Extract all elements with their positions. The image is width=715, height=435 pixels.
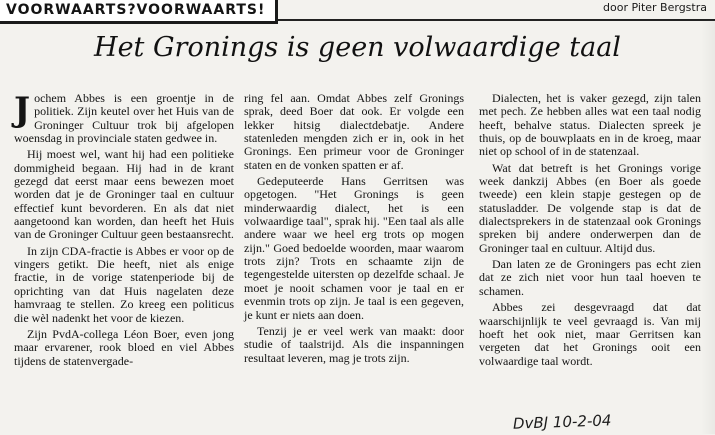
paragraph: Zijn PvdA-collega Léon Boer, even jong maar ervarener, rook bloed en viel Abbes tijdens de statenvergade-	[14, 326, 234, 368]
drop-cap: J	[14, 90, 31, 130]
article-column-3	[479, 92, 701, 371]
paragraph: Tenzij je er veel werk van maakt: door studie of taalstrijd. Als die inspanningen resultaat leveren, mag je trots zijn.	[244, 323, 464, 365]
paragraph: Dan laten ze de Groningers pas echt zien dat ze zich niet voor hun taal hoeven te schamen.	[479, 257, 701, 298]
article-column-2	[244, 92, 464, 368]
paragraph: In zijn CDA-fractie is Abbes er voor op de vingers getikt. Die heeft, niet als enige fractie, in de vorige statenperiode bij de oprichting van dat Huis nagelaten deze hamvraag te stellen. Zo kreeg een politicus die wèl nadenkt het voor de kiezen.	[14, 243, 234, 325]
paragraph	[14, 92, 234, 145]
paragraph: Hij moest wel, want hij had een politieke dommigheid begaan. Hij had in de krant gezegd dat eerst maar eens bewezen moet worden dat je de Groninger taal en cultuur effectief kunt bevorderen. En als dat niet aangetoond kan worden, dan heeft het Huis van de Groninger Cultuur geen bestaansrecht.	[14, 147, 234, 242]
paragraph: Gedeputeerde Hans Gerritsen was opgetogen. "Het Gronings is geen minderwaardig dialect, het is een volwaardige taal", sprak hij. "Een taal als alle andere waar we heel erg trots op mogen zijn." Goed bedoelde woorden, maar waarom trots zijn? Trots en schaamte zijn de tegengestelde uitersten op dezelfde schaal. Je moet je nooit schamen voor je taal en er evenmin trots op zijn. Je taal is een gegeven, je kunt er niets aan doen.	[244, 174, 464, 322]
byline: door Piter Bergstra	[603, 1, 707, 14]
article-column-1	[14, 92, 234, 371]
paragraph: Dialecten, het is vaker gezegd, zijn talen met pech. Ze hebben alles wat een taal nodig heeft, behalve status. Dialecten spreek je thuis, op de bouwplaats en in de kroeg, maar niet op school of in de statenzaal.	[479, 91, 701, 159]
handwritten-date-note: DvBJ 10-2-04	[512, 411, 612, 433]
paragraph: Wat dat betreft is het Gronings vorige week dankzij Abbes (en Boer als goede tweede) een klein stapje gestegen op de statusladder. De volgende stap is dat de dialectsprekers in de statenzaal ook Gronings spreken bij andere onderwerpen dan de Groninger taal en cultuur. Altijd dus.	[479, 160, 701, 255]
page-edge-shadow	[701, 20, 715, 434]
section-header	[0, 0, 715, 22]
column-kicker: VOORWAARTS?VOORWAARTS!	[0, 0, 278, 24]
headline: Het Gronings is geen volwaardige taal	[94, 32, 621, 63]
paragraph-text: ochem Abbes is een groentje in de politiek. Zijn keutel over het Huis van de Groninger Cultuur trok bij afgelopen woensdag in provinciale staten gedwee in.	[14, 91, 234, 146]
paragraph: Abbes zei desgevraagd dat dat waarschijnlijk te veel gevraagd is. Van mij hoeft het ook niet, maar Gerritsen kan vergeten dat het Gronings ooit een volwaardige taal wordt.	[479, 300, 701, 368]
paragraph: ring fel aan. Omdat Abbes zelf Gronings sprak, deed Boer dat ook. Er volgde een lekker hitsig dialectdebatje. Andere statenleden mengden zich er in, ook in het Gronings. Een primeur voor de Groninger staten en de vonken spatten er af.	[244, 91, 464, 172]
